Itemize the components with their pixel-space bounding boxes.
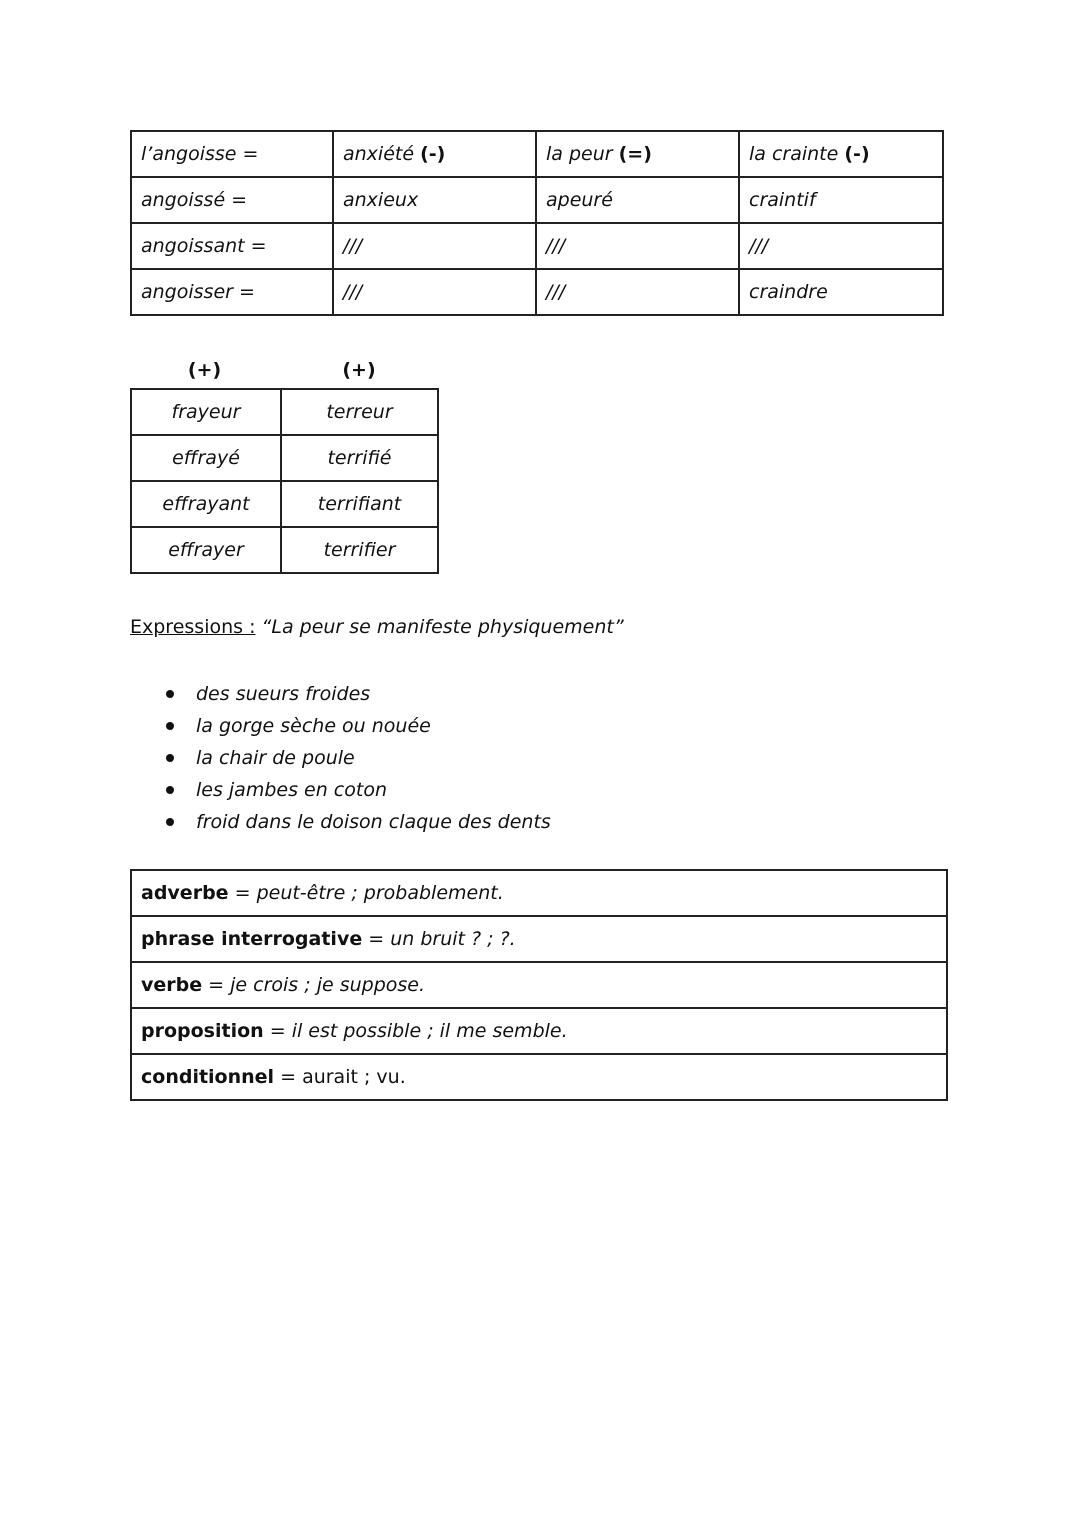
examples: aurait ; vu. <box>302 1066 406 1088</box>
table-cell: craintif <box>739 177 943 223</box>
table-cell: la peur (=) <box>536 131 739 177</box>
examples: un bruit ? ; ?. <box>390 928 516 950</box>
table-cell: angoissé = <box>131 177 333 223</box>
table-cell: anxiété (-) <box>333 131 536 177</box>
table-row <box>131 223 943 269</box>
table-row <box>131 131 943 177</box>
table-cell: adverbe = peut-être ; probablement. <box>131 870 947 916</box>
examples: il est possible ; il me semble. <box>291 1020 568 1042</box>
table-row <box>131 269 943 315</box>
grammar-term: adverbe <box>141 882 229 904</box>
grammar-term: phrase interrogative <box>141 928 363 950</box>
expressions-list <box>130 678 551 838</box>
intensity-mark: (=) <box>618 143 652 165</box>
table-cell: effrayant <box>131 481 281 527</box>
table-row <box>131 177 943 223</box>
table-cell: l’angoisse = <box>131 131 333 177</box>
table-row <box>131 481 438 527</box>
table-row <box>131 962 947 1008</box>
table-row <box>131 527 438 573</box>
table-row <box>131 389 438 435</box>
table-cell: terrifié <box>281 435 438 481</box>
bullet-icon <box>166 690 174 698</box>
bullet-icon <box>166 786 174 794</box>
intensity-mark: (-) <box>844 143 870 165</box>
table-cell: /// <box>739 223 943 269</box>
table-cell: /// <box>333 223 536 269</box>
table-cell: verbe = je crois ; je suppose. <box>131 962 947 1008</box>
expressions-quote: “La peur se manifeste physiquement” <box>261 616 624 638</box>
examples: je crois ; je suppose. <box>230 974 426 996</box>
synonyms-table <box>130 130 944 316</box>
bullet-icon <box>166 722 174 730</box>
table-cell: angoissant = <box>131 223 333 269</box>
table-row <box>131 870 947 916</box>
expressions-heading <box>130 616 624 638</box>
table-row <box>131 1054 947 1100</box>
list-item: des sueurs froides <box>130 678 551 710</box>
table-cell: terrifier <box>281 527 438 573</box>
table-cell: /// <box>536 223 739 269</box>
list-item: froid dans le doison claque des dents <box>130 806 551 838</box>
intensity-mark: (-) <box>420 143 446 165</box>
table-cell: effrayer <box>131 527 281 573</box>
table-cell: angoisser = <box>131 269 333 315</box>
list-item: les jambes en coton <box>130 774 551 806</box>
table-row <box>131 1008 947 1054</box>
list-item: la gorge sèche ou nouée <box>130 710 551 742</box>
table-cell: craindre <box>739 269 943 315</box>
table-cell: apeuré <box>536 177 739 223</box>
table-cell: frayeur <box>131 389 281 435</box>
expressions-label: Expressions : <box>130 616 256 638</box>
table-cell: anxieux <box>333 177 536 223</box>
table-cell: conditionnel = aurait ; vu. <box>131 1054 947 1100</box>
table-cell: effrayé <box>131 435 281 481</box>
table-cell: terrifiant <box>281 481 438 527</box>
table-cell: terreur <box>281 389 438 435</box>
table-row <box>131 916 947 962</box>
column-header-intensity: (+) <box>342 359 376 381</box>
table-cell: /// <box>536 269 739 315</box>
list-item: la chair de poule <box>130 742 551 774</box>
grammar-term: verbe <box>141 974 203 996</box>
table-cell: proposition = il est possible ; il me semble. <box>131 1008 947 1054</box>
bullet-icon <box>166 754 174 762</box>
table-cell: la crainte (-) <box>739 131 943 177</box>
doubt-table <box>130 869 948 1101</box>
table-cell: phrase interrogative = un bruit ? ; ?. <box>131 916 947 962</box>
intensity-table <box>130 388 439 574</box>
table-row <box>131 435 438 481</box>
table-cell: /// <box>333 269 536 315</box>
column-header-intensity: (+) <box>187 359 222 381</box>
grammar-term: proposition <box>141 1020 264 1042</box>
grammar-term: conditionnel <box>141 1066 275 1088</box>
examples: peut-être ; probablement. <box>256 882 504 904</box>
bullet-icon <box>166 818 174 826</box>
